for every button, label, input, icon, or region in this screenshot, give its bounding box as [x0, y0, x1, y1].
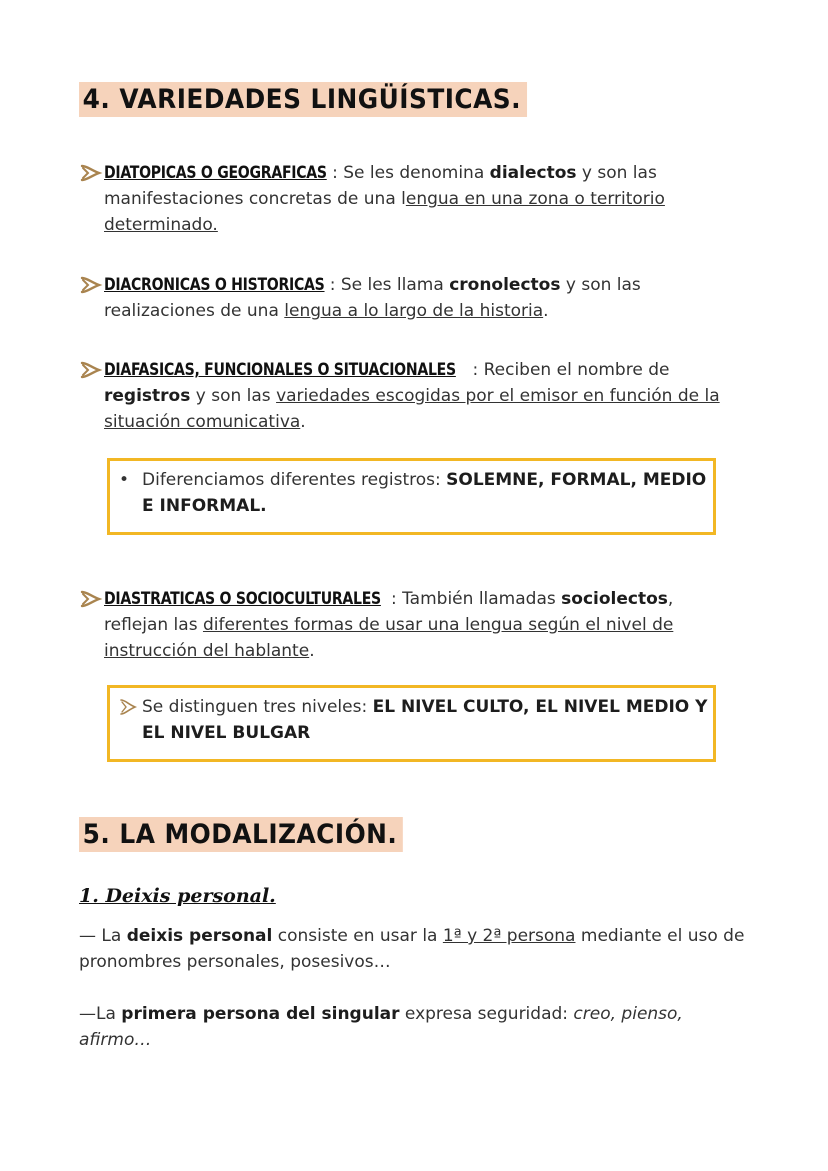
registros-box: • Diferenciamos diferentes registros: SOLEMNE, FORMAL, MEDIO E INFORMAL. — [107, 458, 716, 535]
variety-term: DIAFASICAS, FUNCIONALES O SITUACIONALES — [104, 360, 456, 380]
arrow-icon — [79, 162, 103, 184]
variety-item-diafasicas: DIAFASICAS, FUNCIONALES O SITUACIONALES : Reciben el nombre de registros y son las variedades escogidas por el emisor en función de la situación comunicativa. — [79, 357, 729, 435]
variety-item-diacronicas: DIACRONICAS O HISTORICAS : Se les llama cronolectos y son las realizaciones de una lengua a lo largo de la historia. — [79, 272, 729, 324]
variety-item-diatopicas: DIATOPICAS O GEOGRAFICAS : Se les denomina dialectos y son las manifestaciones concretas de una lengua en una zona o territorio determinado. — [79, 160, 729, 238]
niveles-box: Se distinguen tres niveles: EL NIVEL CULTO, EL NIVEL MEDIO Y EL NIVEL BULGAR — [107, 685, 716, 762]
arrow-icon — [79, 274, 103, 296]
section-title-variedades: 4. VARIEDADES LINGÜÍSTICAS. — [79, 82, 527, 117]
variety-term: DIASTRATICAS O SOCIOCULTURALES — [104, 589, 381, 609]
subheading-deixis-personal: 1. Deixis personal. — [79, 885, 276, 907]
paragraph-primera-persona: —La primera persona del singular expresa seguridad: creo, pienso, afirmo… — [79, 1004, 683, 1050]
arrow-icon — [79, 588, 103, 610]
bullet-point: • — [119, 470, 130, 490]
variety-item-diastraticas: DIASTRATICAS O SOCIOCULTURALES : También llamadas sociolectos, reflejan las diferentes formas de usar una lengua según el nivel de instrucción del hablante. — [79, 586, 729, 664]
arrow-icon — [79, 359, 103, 381]
arrow-outline-icon — [118, 697, 138, 717]
paragraph-deixis: — La deixis personal consiste en usar la 1ª y 2ª persona mediante el uso de pronombres personales, posesivos… — [79, 926, 745, 972]
variety-term: DIACRONICAS O HISTORICAS — [104, 275, 325, 295]
variety-term: DIATOPICAS O GEOGRAFICAS — [104, 163, 327, 183]
section-title-modalizacion: 5. LA MODALIZACIÓN. — [79, 817, 403, 852]
